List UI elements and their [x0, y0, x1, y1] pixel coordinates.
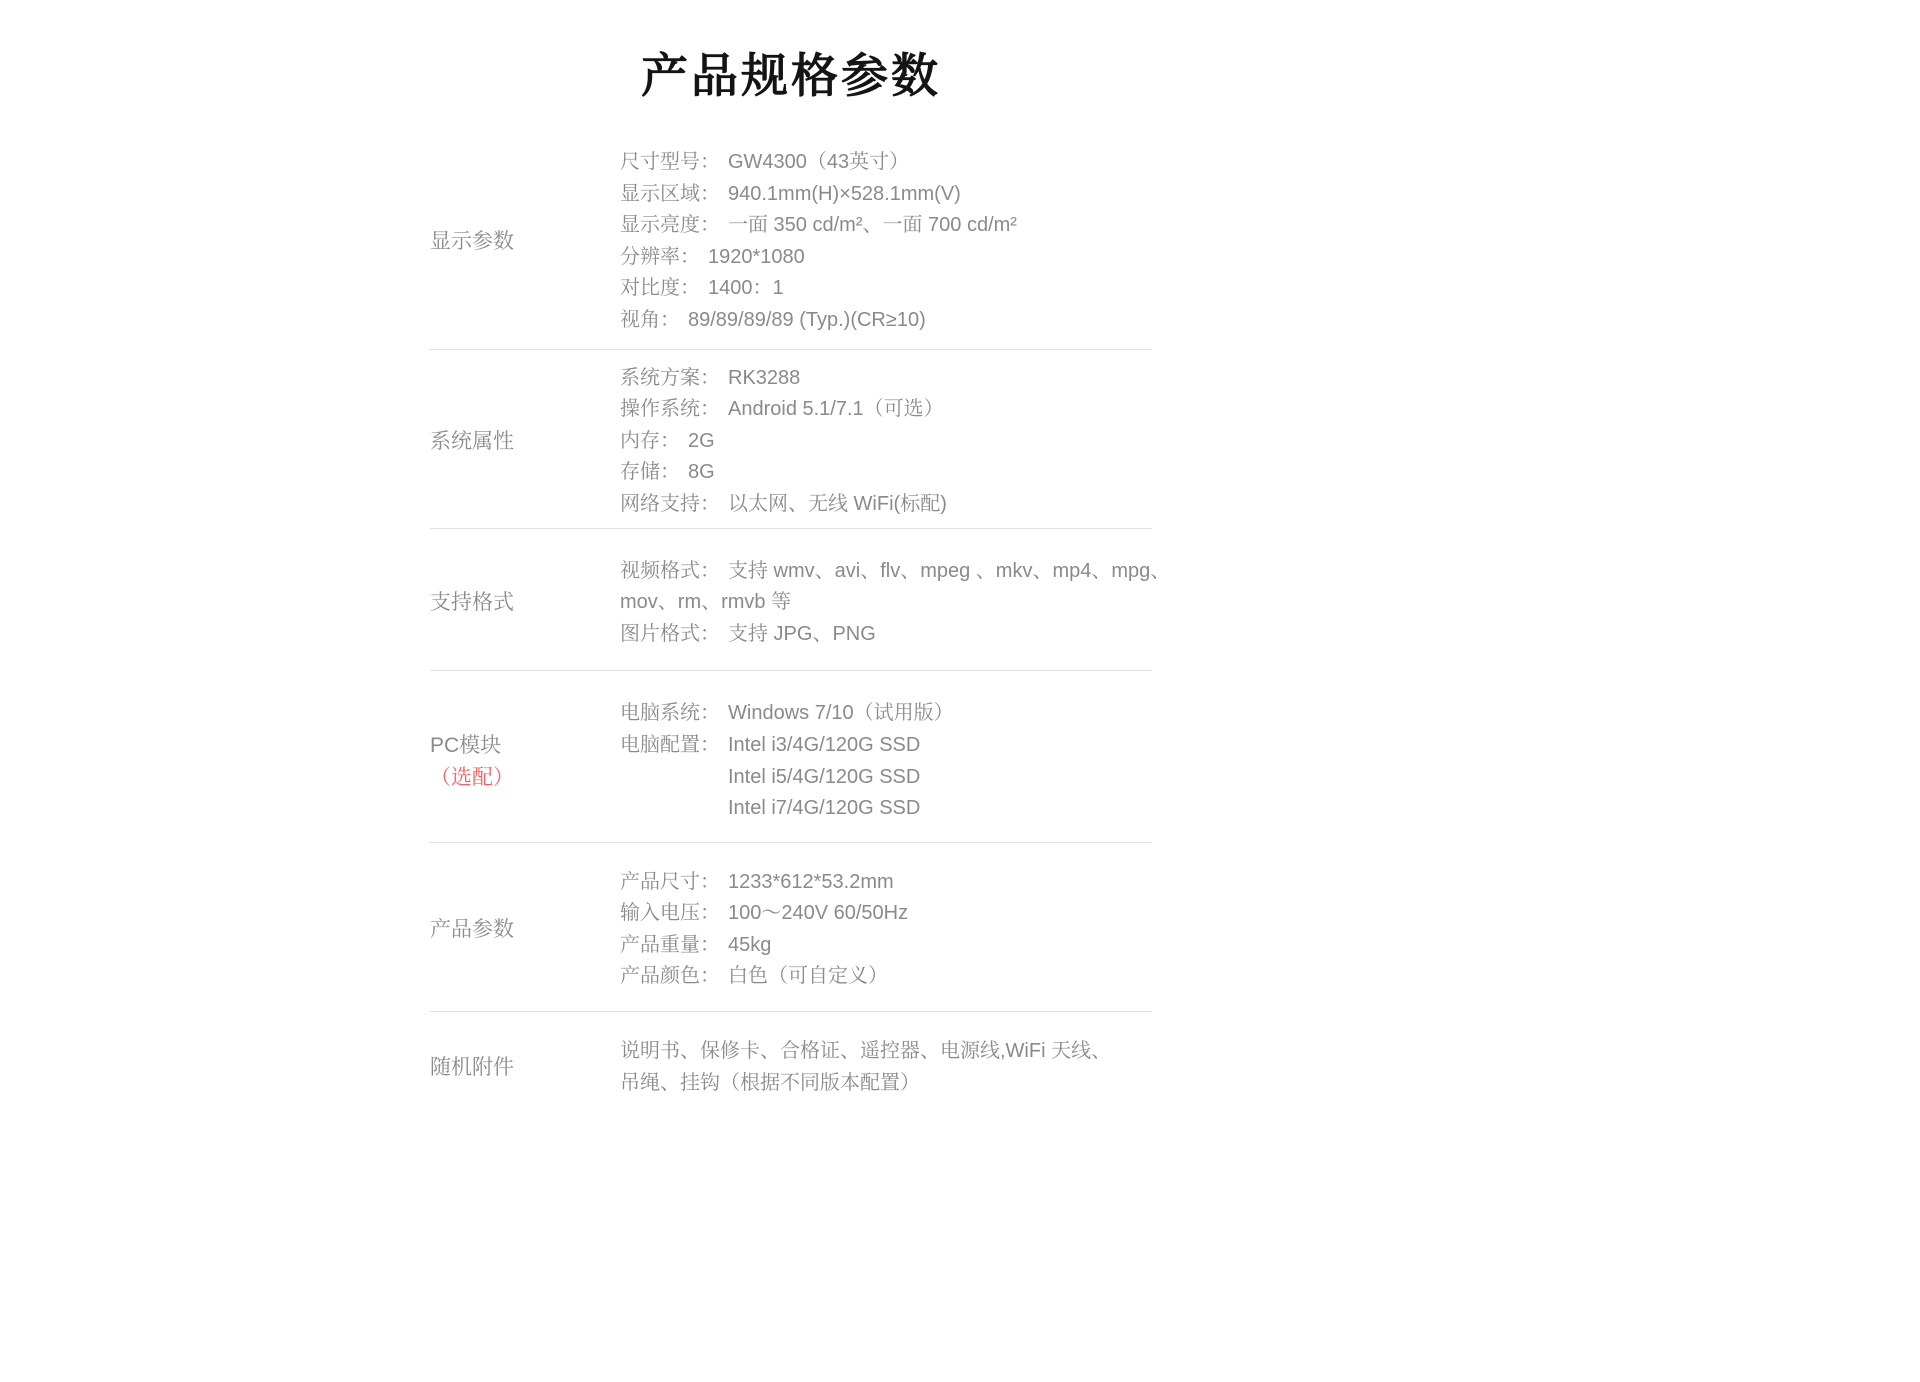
- spec-value: 89/89/89/89 (Typ.)(CR≥10): [688, 308, 926, 331]
- spec-value: Intel i3/4G/120G SSD: [728, 733, 921, 756]
- spec-section-display: [430, 142, 1152, 350]
- spec-value: 8G: [688, 461, 715, 484]
- spec-key: 对比度：: [620, 277, 700, 300]
- spec-sheet: [430, 0, 1171, 1139]
- spec-value: 940.1mm(H)×528.1mm(V): [728, 182, 961, 205]
- section-content: [620, 1036, 1198, 1099]
- spec-key: 产品重量：: [620, 933, 720, 956]
- section-label: 随机附件: [430, 1055, 514, 1079]
- spec-row: [620, 242, 1198, 274]
- spec-value: 支持 wmv、avi、flv、mpeg 、mkv、mp4、mpg、: [728, 559, 1171, 582]
- spec-key: 显示亮度：: [620, 214, 720, 237]
- spec-key: 电脑配置：: [620, 733, 720, 756]
- spec-value-stack: [728, 730, 920, 825]
- spec-value: 1233*612*53.2mm: [728, 870, 894, 893]
- spec-section-accessories: [430, 1012, 1152, 1139]
- section-content: [620, 556, 1198, 651]
- spec-value: GW4300（43英寸）: [728, 151, 910, 173]
- spec-row: [620, 619, 1198, 651]
- spec-key: 尺寸型号：: [620, 151, 720, 173]
- section-label-cell: [430, 1036, 620, 1099]
- spec-value-continued: 吊绳、挂钩（根据不同版本配置）: [620, 1071, 920, 1094]
- spec-key: 图片格式：: [620, 622, 720, 645]
- spec-row: [620, 898, 1198, 930]
- section-label-cell: [430, 363, 620, 521]
- spec-section-product: [430, 843, 1152, 1012]
- spec-key: 操作系统：: [620, 398, 720, 421]
- spec-section-pc-module: [430, 671, 1152, 842]
- spec-row: [620, 1036, 1198, 1099]
- spec-value: Intel i5/4G/120G SSD: [728, 765, 921, 788]
- section-label-cell: [430, 867, 620, 993]
- section-label-note: （选配）: [430, 765, 514, 789]
- spec-value: RK3288: [728, 366, 801, 389]
- spec-row: [620, 698, 1198, 730]
- spec-row: [620, 394, 1198, 426]
- spec-key: 产品尺寸：: [620, 870, 720, 893]
- spec-row: [620, 305, 1198, 337]
- section-content: [620, 363, 1198, 521]
- spec-value: 2G: [688, 429, 715, 452]
- spec-value: 支持 JPG、PNG: [728, 622, 876, 645]
- spec-row: [620, 930, 1198, 962]
- section-label: 支持格式: [430, 590, 514, 614]
- spec-section-formats: [430, 529, 1171, 672]
- section-label: 系统属性: [430, 429, 514, 453]
- spec-row: [620, 273, 1198, 305]
- spec-key: 显示区域：: [620, 182, 720, 205]
- section-content: [620, 867, 1198, 993]
- section-label-cell: [430, 147, 620, 337]
- spec-row: [620, 426, 1198, 458]
- spec-value-continued: mov、rm、rmvb 等: [620, 591, 792, 614]
- spec-value: 1920*1080: [708, 245, 805, 268]
- spec-value: Intel i7/4G/120G SSD: [728, 797, 921, 820]
- spec-key: 电脑系统：: [620, 702, 720, 725]
- spec-value: 100～240V 60/50Hz: [728, 902, 909, 925]
- spec-row: [620, 147, 1198, 179]
- spec-value: 1400：1: [708, 277, 784, 300]
- spec-value: 说明书、保修卡、合格证、遥控器、电源线,WiFi 天线、: [620, 1040, 1112, 1063]
- spec-key: 网络支持：: [620, 492, 720, 515]
- spec-key: 输入电压：: [620, 902, 720, 925]
- spec-key: 存储：: [620, 461, 680, 484]
- spec-key: 视角：: [620, 308, 680, 331]
- spec-value: 以太网、无线 WiFi(标配): [728, 492, 947, 515]
- spec-key: 内存：: [620, 429, 680, 452]
- spec-value: Android 5.1/7.1（可选）: [728, 398, 944, 421]
- spec-row: [620, 210, 1198, 242]
- spec-key: 产品颜色：: [620, 965, 720, 988]
- spec-key: 视频格式：: [620, 559, 720, 582]
- section-content: [620, 147, 1198, 337]
- section-label: PC模块: [430, 733, 502, 757]
- spec-row: [620, 363, 1198, 395]
- spec-value: 一面 350 cd/m²、一面 700 cd/m²: [728, 214, 1017, 237]
- section-label-cell: [430, 556, 620, 651]
- spec-value: Windows 7/10（试用版）: [728, 702, 954, 725]
- spec-value: 45kg: [728, 933, 772, 956]
- spec-value: 白色（可自定义）: [728, 965, 888, 988]
- spec-table: [430, 142, 1171, 1139]
- spec-row: [620, 961, 1198, 993]
- spec-row: [620, 179, 1198, 211]
- spec-section-system: [430, 350, 1152, 529]
- spec-row: [620, 489, 1198, 521]
- section-label: 显示参数: [430, 229, 514, 253]
- spec-row: [620, 730, 1198, 825]
- spec-row: [620, 457, 1198, 489]
- spec-key: 分辨率：: [620, 245, 700, 268]
- spec-row: [620, 867, 1198, 899]
- section-label-block: [430, 730, 514, 794]
- spec-row: [620, 556, 1198, 619]
- spec-key: 系统方案：: [620, 366, 720, 389]
- section-label-cell: [430, 698, 620, 824]
- page-title: 产品规格参数: [641, 49, 941, 102]
- section-content: [620, 698, 1198, 824]
- section-label: 产品参数: [430, 917, 514, 941]
